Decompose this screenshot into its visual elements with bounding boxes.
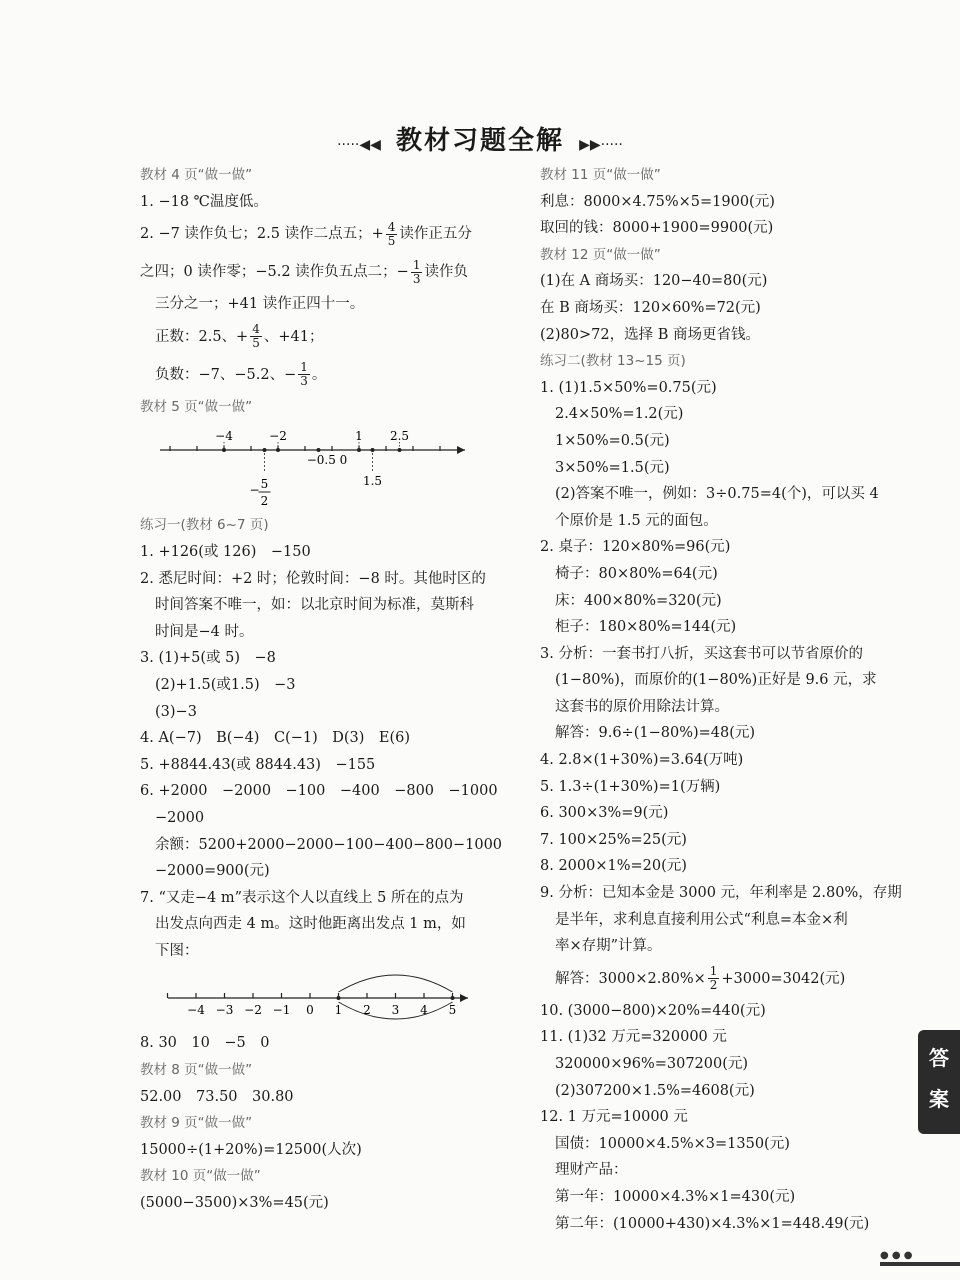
text-before-fraction: 解答：3000×2.80%×: [555, 970, 706, 987]
answer-line: (2)+1.5(或1.5) −3: [155, 676, 296, 693]
answer-line: 52.00 73.50 30.80: [140, 1088, 294, 1105]
tick-label: −1: [272, 1003, 291, 1018]
numbered-answer: 1. (1)1.5×50%=0.75(元): [540, 379, 717, 396]
tick-label-top: −2: [269, 429, 287, 444]
text-before-fraction: 之四；0 读作零；−5.2 读作负五点二；−: [140, 264, 409, 281]
tick-label: 1: [334, 1003, 343, 1018]
point-dot: [398, 448, 402, 452]
number-line-2: [140, 964, 470, 1030]
answer-line: 2.4×50%=1.2(元): [555, 406, 684, 423]
tick-label: −3: [215, 1003, 234, 1018]
tick-label: −2: [244, 1003, 262, 1018]
numbered-answer: 2. 悉尼时间：+2 时；伦敦时间：−8 时。其他时区的: [140, 570, 486, 587]
tick-label-top: −4: [215, 429, 233, 444]
answer-line: 取回的钱：8000+1900=9900(元): [540, 220, 774, 237]
fraction-numerator: 4: [252, 322, 260, 337]
left-ornament: ·····◀◀: [337, 136, 381, 153]
fraction: [298, 361, 310, 388]
fraction-numerator: 1: [709, 964, 718, 979]
text-after-fraction: 。: [311, 366, 327, 383]
answer-line: 理财产品：: [555, 1162, 628, 1179]
numbered-answer: 7. 100×25%=25(元): [540, 831, 687, 848]
numbered-answer: 12. 1 万元=10000 元: [540, 1109, 688, 1126]
answer-line: [540, 960, 910, 998]
fraction: [250, 323, 262, 350]
section-heading: 教材 10 页“做一做”: [140, 1168, 261, 1185]
tick-label-top: 2.5: [389, 429, 410, 444]
text-after-fraction: 读作正五分: [399, 226, 472, 243]
tick-label-bottom: 1.5: [362, 474, 383, 489]
answer-line: (3)−3: [155, 703, 197, 720]
tick-label: −4: [187, 1003, 205, 1018]
section-heading: 教材 8 页“做一做”: [140, 1062, 253, 1079]
right-ornament: ▶▶·····: [579, 136, 623, 153]
text-before-fraction: 负数：−7、−5.2、−: [155, 366, 297, 383]
point-dot: [276, 448, 280, 452]
answer-line: 这套书的原价用除法计算。: [555, 698, 729, 715]
section-heading: 教材 9 页“做一做”: [140, 1115, 253, 1132]
right-column: [540, 162, 910, 1237]
answer-line: 个原价是 1.5 元的面包。: [555, 512, 718, 529]
tick-label: 5: [448, 1003, 457, 1018]
fraction-denominator: 2: [709, 978, 718, 993]
left-column: [140, 162, 510, 1217]
fraction-denominator: 5: [387, 233, 396, 248]
answer-line: 柜子：180×80%=144(元): [555, 619, 737, 636]
text-after-fraction: 读作负: [424, 264, 468, 281]
numbered-answer: 4. 2.8×(1+30%)=3.64(万吨): [540, 752, 744, 769]
point-dot: [451, 996, 455, 1000]
point-dot: [337, 996, 341, 1000]
fraction: [411, 259, 423, 286]
exercise-heading: 练习一(教材 6~7 页): [140, 517, 269, 534]
section-heading: 教材 11 页“做一做”: [540, 167, 661, 183]
numbered-answer: 2. 桌子：120×80%=96(元): [540, 539, 731, 556]
answer-line: 国债：10000×4.5%×3=1350(元): [555, 1135, 790, 1152]
text-after-fraction: +3000=3042(元): [721, 970, 846, 987]
answer-line: 三分之一；+41 读作正四十一。: [155, 296, 365, 313]
numbered-answer: 6. 300×3%=9(元): [540, 805, 669, 822]
point-dot: [222, 448, 226, 452]
numbered-answer: 3. 分析：一套书打八折，买这套书可以节省原价的: [540, 645, 863, 662]
tick-label: 3: [391, 1003, 400, 1018]
answer-line: (5000−3500)×3%=45(元): [140, 1195, 329, 1212]
answer-line: −2000: [155, 809, 205, 826]
point-dot: [371, 448, 375, 452]
numbered-answer: 5. +8844.43(或 8844.43) −155: [140, 756, 376, 773]
tick-label: 2: [363, 1003, 371, 1018]
answer-line: 椅子：80×80%=64(元): [555, 565, 718, 582]
point-dot: [263, 448, 267, 452]
answer-line: (1)在 A 商场买：120−40=80(元): [540, 273, 768, 290]
answer-line: 是半年，求利息直接利用公式“利息=本金×利: [555, 911, 848, 928]
number-line-1: [140, 420, 470, 512]
arc-upper: [339, 975, 453, 992]
answer-line: −2000=900(元): [155, 863, 270, 880]
footer-bar: [880, 1262, 960, 1266]
answer-line: [140, 318, 510, 356]
point-dot: [357, 448, 361, 452]
frac-label-numerator: 5: [260, 477, 269, 492]
tick-label-mid: −0.5 0: [306, 453, 348, 468]
answer-line: (2)307200×1.5%=4608(元): [555, 1082, 755, 1099]
fraction: [386, 221, 398, 248]
numbered-answer: 7. “又走−4 m”表示这个人以直线上 5 所在的点为: [140, 889, 464, 906]
answer-line: [140, 215, 510, 253]
answer-line: 余额：5200+2000−2000−100−400−800−1000: [155, 836, 503, 853]
answer-line: (1−80%)，而原价的(1−80%)正好是 9.6 元，求: [555, 672, 877, 689]
fraction-denominator: 5: [252, 336, 260, 351]
tick-label: 0: [306, 1003, 314, 1018]
tick-label-top: 1: [355, 429, 363, 444]
answer-line: 下图：: [155, 942, 199, 959]
fraction-denominator: 3: [412, 271, 421, 286]
page-title: [0, 120, 960, 157]
title-text: 教材习题全解: [395, 126, 564, 156]
answer-line: 15000÷(1+20%)=12500(人次): [140, 1141, 362, 1158]
answer-line: 第二年：(10000+430)×4.3%×1=448.49(元): [555, 1215, 870, 1232]
numbered-answer: 6. +2000 −2000 −100 −400 −800 −1000: [140, 783, 498, 800]
numbered-answer: 11. (1)32 万元=320000 元: [540, 1029, 727, 1046]
answer-line: [140, 253, 510, 291]
answer-line: 在 B 商场买：120×60%=72(元): [540, 299, 761, 316]
answer-line: (2)答案不唯一，例如：3÷0.75=4(个)，可以买 4: [555, 486, 879, 503]
answer-line: 第一年：10000×4.3%×1=430(元): [555, 1188, 796, 1205]
answer-line: 3×50%=1.5(元): [555, 459, 670, 476]
numbered-answer: 8. 2000×1%=20(元): [540, 858, 687, 875]
answer-line: 利息：8000×4.75%×5=1900(元): [540, 193, 775, 210]
tick-label: 4: [420, 1003, 428, 1018]
exercise-heading: 练习二(教材 13~15 页): [540, 353, 686, 370]
numbered-answer: 4. A(−7) B(−4) C(−1) D(3) E(6): [140, 730, 411, 747]
numbered-answer: 3. (1)+5(或 5) −8: [140, 650, 276, 667]
answer-line: 时间是−4 时。: [155, 623, 254, 640]
section-heading: 教材 5 页“做一做”: [140, 398, 253, 415]
text-before-fraction: 正数：2.5、+: [155, 328, 249, 345]
text-after-fraction: 、+41；: [263, 328, 324, 345]
numbered-answer: 9. 分析：已知本金是 3000 元，年利率是 2.80%，存期: [540, 885, 902, 902]
answer-line: 床：400×80%=320(元): [555, 592, 722, 609]
side-tab-bottom: 案: [929, 1087, 949, 1111]
section-heading: 教材 12 页“做一做”: [540, 246, 661, 263]
answer-line: (2)80>72，选择 B 商场更省钱。: [540, 326, 760, 343]
axis-arrow: [460, 994, 468, 1002]
frac-label-denominator: 2: [260, 494, 269, 509]
answer-line: 320000×96%=307200(元): [555, 1056, 749, 1072]
point-dot: [317, 448, 321, 452]
frac-label-sign: −: [249, 483, 260, 498]
answer-line: [140, 356, 510, 394]
fraction: [708, 965, 720, 992]
answer-line: 时间答案不唯一，如：以北京时间为标准，莫斯科: [155, 597, 474, 614]
answer-line: 1×50%=0.5(元): [555, 432, 670, 449]
answer-side-tab: [918, 1030, 960, 1134]
answer-line: 解答：9.6÷(1−80%)=48(元): [555, 725, 756, 742]
numbered-answer: 5. 1.3÷(1+30%)=1(万辆): [540, 778, 721, 795]
answer-line: 率×存期”计算。: [555, 938, 662, 955]
numbered-answer: 8. 30 10 −5 0: [140, 1035, 270, 1052]
fraction-numerator: 1: [412, 257, 421, 272]
numbered-answer: 1. −18 ℃温度低。: [140, 193, 268, 210]
fraction-numerator: 1: [300, 360, 308, 375]
footer-ornament: ● ● ●: [880, 1250, 913, 1261]
numbered-answer: 1. +126(或 126) −150: [140, 543, 311, 560]
side-tab-top: 答: [929, 1046, 949, 1070]
answer-line: 出发点向西走 4 m。这时他距离出发点 1 m，如: [155, 916, 466, 933]
text-before-fraction: 2. −7 读作负七；2.5 读作二点五；+: [140, 226, 384, 243]
fraction-denominator: 3: [300, 374, 308, 389]
fraction-numerator: 4: [387, 219, 396, 234]
axis-arrow: [457, 446, 465, 454]
numbered-answer: 10. (3000−800)×20%=440(元): [540, 1002, 766, 1019]
section-heading: 教材 4 页“做一做”: [140, 167, 253, 183]
